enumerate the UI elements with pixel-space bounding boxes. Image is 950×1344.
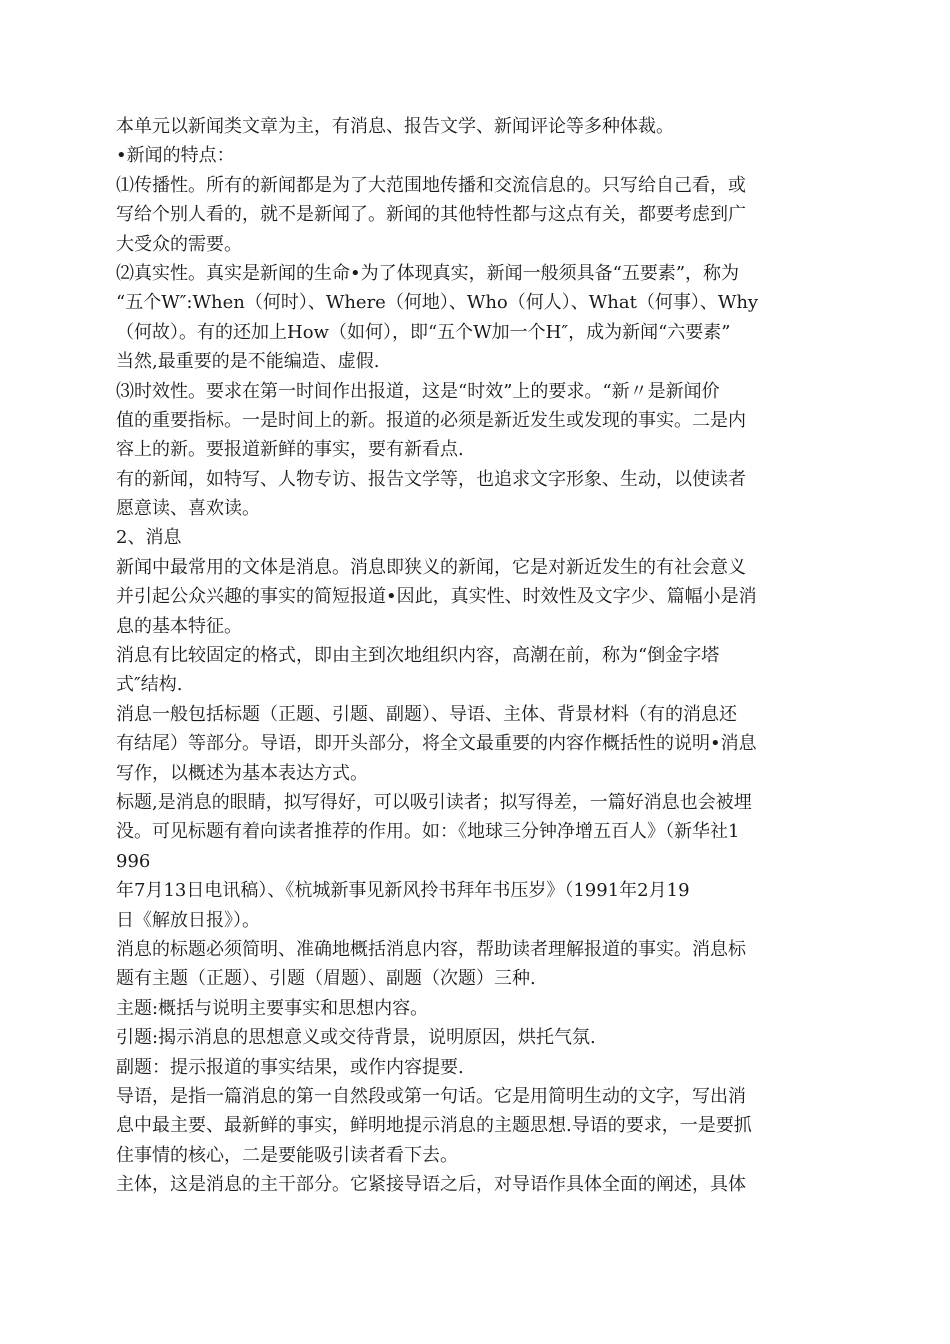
section-heading: 2、消息 <box>116 527 182 549</box>
text-line: •新闻的特点： <box>116 145 235 167</box>
text-line: 息的基本特征。 <box>116 615 242 637</box>
text-line: “五个W″:When（何时）、Where（何地）、Who（何人）、What（何事）、Why <box>116 292 759 314</box>
text-line: 值的重要指标。一是时间上的新。报道的必须是新近发生或发现的事实。二是内 <box>116 409 746 431</box>
text-line: 大受众的需要。 <box>116 233 242 255</box>
text-line: 导语，是指一篇消息的第一自然段或第一句话。它是用简明生动的文字，写出消 <box>116 1085 746 1107</box>
text-line: 愿意读、喜欢读。 <box>116 498 260 520</box>
text-line: 新闻中最常用的文体是消息。消息即狭义的新闻，它是对新近发生的有社会意义 <box>116 556 746 578</box>
text-line: 消息有比较固定的格式，即由主到次地组织内容，高潮在前，称为“倒金字塔 <box>116 645 720 667</box>
text-line: ⑴传播性。所有的新闻都是为了大范围地传播和交流信息的。只写给自己看，或 <box>116 174 746 196</box>
text-line: 题有主题（正题）、引题（眉题）、副题（次题）三种. <box>116 968 536 990</box>
text-line: 有结尾）等部分。导语，即开头部分，将全文最重要的内容作概括性的说明•消息 <box>116 733 757 755</box>
document-body <box>116 112 846 1199</box>
text-line: ⑵真实性。真实是新闻的生命•为了体现真实，新闻一般须具备“五要素”，称为 <box>116 262 740 284</box>
text-line: 引题:揭示消息的思想意义或交待背景，说明原因，烘托气氛. <box>116 1027 596 1049</box>
text-line: 标题,是消息的眼睛，拟写得好，可以吸引读者；拟写得差，一篇好消息也会被埋 <box>116 791 752 813</box>
text-line: 写作，以概述为基本表达方式。 <box>116 762 368 784</box>
text-line: 写给个别人看的，就不是新闻了。新闻的其他特性都与这点有关，都要考虑到广 <box>116 204 746 226</box>
text-line: 主题:概括与说明主要事实和思想内容。 <box>116 997 429 1019</box>
text-line: 主体，这是消息的主干部分。它紧接导语之后，对导语作具体全面的阐述，具体 <box>116 1174 746 1196</box>
text-line: ⑶时效性。要求在第一时间作出报道，这是“时效”上的要求。“新〃是新闻价 <box>116 380 720 402</box>
text-line: 消息一般包括标题（正题、引题、副题）、导语、主体、背景材料（有的消息还 <box>116 703 737 725</box>
text-line: 本单元以新闻类文章为主，有消息、报告文学、新闻评论等多种体裁。 <box>116 116 674 137</box>
text-line: 没。可见标题有着向读者推荐的作用。如：《地球三分钟净增五百人》（新华社1 <box>116 821 740 843</box>
text-line: 并引起公众兴趣的事实的简短报道•因此，真实性、时效性及文字少、篇幅小是消 <box>116 586 757 608</box>
text-line: 日《解放日报》）。 <box>116 909 260 931</box>
text-line: 副题：提示报道的事实结果，或作内容提要. <box>116 1056 464 1078</box>
text-line: 住事情的核心，二是要能吸引读者看下去。 <box>116 1144 458 1166</box>
text-line: 容上的新。要报道新鲜的事实，要有新看点. <box>116 439 464 461</box>
text-line: 有的新闻，如特写、人物专访、报告文学等，也追求文字形象、生动，以使读者 <box>116 468 746 490</box>
text-line: 消息的标题必须简明、准确地概括消息内容，帮助读者理解报道的事实。消息标 <box>116 938 746 960</box>
text-line: 息中最主要、最新鲜的事实，鲜明地提示消息的主题思想.导语的要求，一是要抓 <box>116 1115 752 1137</box>
text-line: 年7月13日电讯稿）、《杭城新事见新风拎书拜年书压岁》（1991年2月19 <box>116 880 690 902</box>
text-line: 式″结构. <box>116 674 183 696</box>
text-line: 当然,最重要的是不能编造、虚假. <box>116 351 380 373</box>
text-line: （何故）。有的还加上How（如何），即“五个W加一个H″，成为新闻“六要素” <box>116 321 731 343</box>
text-line: 996 <box>116 850 151 872</box>
